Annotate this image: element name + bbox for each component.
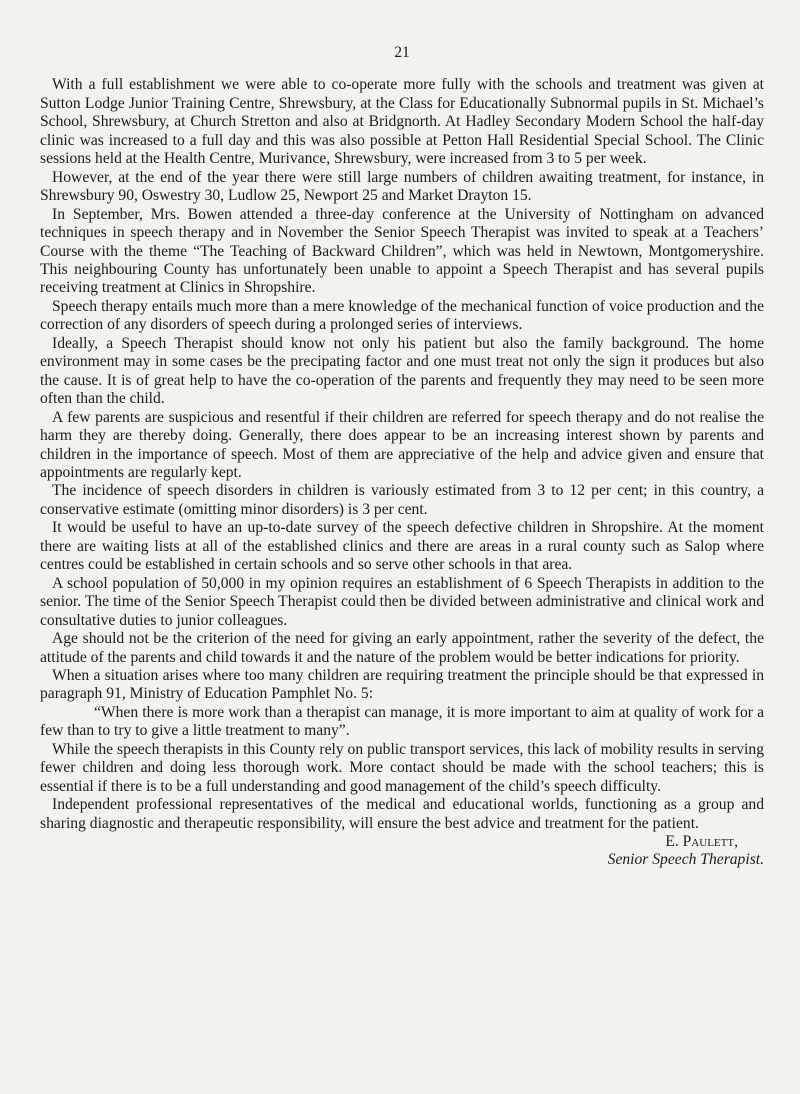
- paragraph-parents: A few parents are suspicious and resentful if their children are referred for speech therapy and do not realise the harm they are thereby doing. Generally, there does appear to be an increasing interest shown by parents and children in the importance of speech. Most of them are appreciative of the help and advice given and ensure that appointments are regularly kept.: [40, 408, 764, 481]
- page-number: 21: [394, 44, 410, 61]
- paragraph-establishment: With a full establishment we were able to co-operate more fully with the schools and treatment was given at Sutton Lodge Junior Training Centre, Shrewsbury, at the Class for Educationally Subnormal pupils in St. Michael’s School, Shrewsbury, at Church Stretton and also at Bridgnorth. At Hadley Secondary Modern School the half-day clinic was increased to a full day and this was also possible at Petton Hall Residential Special School. The Clinic sessions held at the Health Centre, Murivance, Shrewsbury, were increased from 3 to 5 per week.: [40, 76, 764, 168]
- paragraph-incidence: The incidence of speech disorders in children is variously estimated from 3 to 12 per cent; in this country, a conservative estimate (omitting minor disorders) is 3 per cent.: [40, 482, 764, 518]
- paragraph-waiting-numbers: However, at the end of the year there were still large numbers of children awaiting treatment, for instance, in Shrewsbury 90, Oswestry 30, Ludlow 25, Newport 25 and Market Drayton 15.: [40, 168, 764, 205]
- paragraph-speech-therapy-entails: Speech therapy entails much more than a mere knowledge of the mechanical function of voice production and the correction of any disorders of speech during a prolonged series of interviews.: [40, 297, 764, 334]
- pamphlet-quote: “When there is more work than a therapist can manage, it is more important to aim at quality of work for a few than to try to give a little treatment to many”.: [40, 703, 764, 740]
- paragraph-situation: When a situation arises where too many children are requiring treatment the principle should be that expressed in paragraph 91, Ministry of Education Pamphlet No. 5:: [40, 666, 764, 703]
- paragraph-family-background: Ideally, a Speech Therapist should know not only his patient but also the family background. The home environment may in some cases be the precipating factor and one must treat not only the sign it produces but also the cause. It is of great help to have the co-operation of the parents and frequently they may need to be seen more often than the child.: [40, 334, 764, 408]
- paragraph-age-criterion: Age should not be the criterion of the need for giving an early appointment, rather the severity of the defect, the attitude of the parents and child towards it and the nature of the problem would be better indications for priority.: [40, 630, 764, 666]
- signature-name-line: [40, 833, 764, 851]
- paragraph-school-population: A school population of 50,000 in my opinion requires an establishment of 6 Speech Therapists in addition to the senior. The time of the Senior Speech Therapist could then be divided between administrative and clinical work and consultative duties to junior colleagues.: [40, 574, 764, 629]
- paragraph-survey: It would be useful to have an up-to-date survey of the speech defective children in Shropshire. At the moment there are waiting lists at all of the established clinics and there are areas in a rural county such as Salop where centres could be established in certain schools and so serve other schools in that area.: [40, 519, 764, 574]
- signature-title: Senior Speech Therapist.: [607, 851, 764, 869]
- paragraph-transport: While the speech therapists in this County rely on public transport services, this lack of mobility results in serving fewer children and doing less thorough work. More contact should be made with the school teachers; this is essential if there is to be a full understanding and good management of the child’s speech difficulty.: [40, 740, 764, 795]
- signature-name: E. Paulett,: [665, 833, 738, 851]
- paragraph-independent-representatives: Independent professional representatives of the medical and educational worlds, functioning as a group and sharing diagnostic and therapeutic responsibility, will ensure the best advice and treatment for the patient.: [40, 796, 764, 832]
- signature-title-line: [40, 851, 764, 869]
- paragraph-conference: In September, Mrs. Bowen attended a three-day conference at the University of Nottingham on advanced techniques in speech therapy and in November the Senior Speech Therapist was invited to speak at a Teachers’ Course with the theme “The Teaching of Backward Children”, which was held in Newtown, Montgomeryshire. This neighbouring County has unfortunately been unable to appoint a Speech Therapist and has several pupils receiving treatment at Clinics in Shropshire.: [40, 205, 764, 297]
